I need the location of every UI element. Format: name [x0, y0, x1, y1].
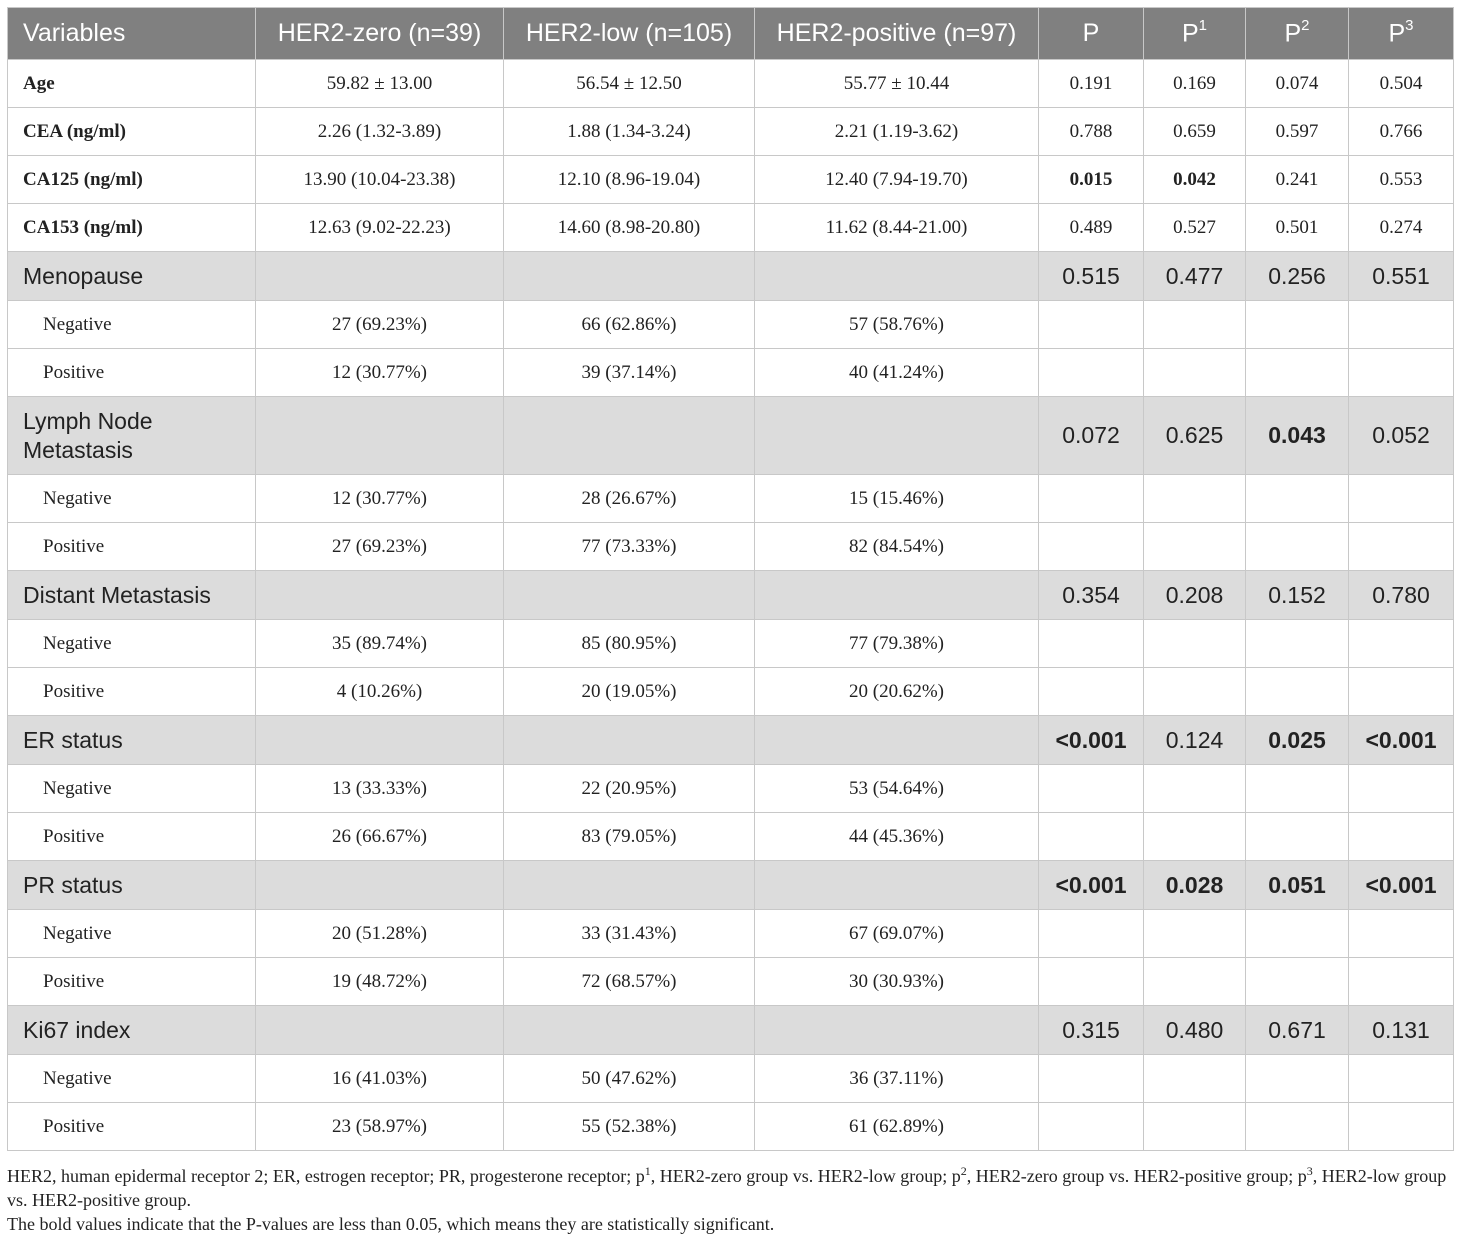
table-row: [8, 1055, 1454, 1103]
header-her2-positive: HER2-positive (n=97): [755, 8, 1039, 60]
category-label: PR status: [8, 861, 256, 910]
cell-positive: 30 (30.93%): [755, 958, 1039, 1006]
cell-p2: 0.256: [1246, 252, 1349, 301]
cell-p3: 0.553: [1349, 156, 1454, 204]
row-label: Negative: [8, 1055, 256, 1103]
cell-positive: 20 (20.62%): [755, 668, 1039, 716]
cell-low: 72 (68.57%): [504, 958, 755, 1006]
cell-zero: 26 (66.67%): [256, 813, 504, 861]
row-label: CA153 (ng/ml): [8, 204, 256, 252]
cell-positive: 82 (84.54%): [755, 523, 1039, 571]
row-label: Positive: [8, 813, 256, 861]
row-label: CA125 (ng/ml): [8, 156, 256, 204]
cell-p1: 0.124: [1144, 716, 1246, 765]
table-row: [8, 301, 1454, 349]
cell-p2: 0.501: [1246, 204, 1349, 252]
cell-p3: 0.551: [1349, 252, 1454, 301]
table-row: [8, 349, 1454, 397]
cell-p2: 0.152: [1246, 571, 1349, 620]
table-row: [8, 958, 1454, 1006]
cell-p2: 0.671: [1246, 1006, 1349, 1055]
cell-p1: 0.659: [1144, 108, 1246, 156]
footnote-bold-note: The bold values indicate that the P-values are less than 0.05, which means they are statistically significant.: [7, 1214, 775, 1234]
table-row-ca125: [8, 156, 1454, 204]
header-variables: Variables: [8, 8, 256, 60]
cell-p3: <0.001: [1349, 716, 1454, 765]
table-row: [8, 1103, 1454, 1151]
cell-p: 0.515: [1039, 252, 1144, 301]
cell-positive: 57 (58.76%): [755, 301, 1039, 349]
cell-p1: 0.527: [1144, 204, 1246, 252]
category-label: Menopause: [8, 252, 256, 301]
table-row: [8, 668, 1454, 716]
table-header-row: [8, 8, 1454, 60]
cell-zero: 20 (51.28%): [256, 910, 504, 958]
row-label: Negative: [8, 910, 256, 958]
category-label: Lymph Node Metastasis: [8, 397, 256, 475]
table-row-age: [8, 60, 1454, 108]
cell-zero: 59.82 ± 13.00: [256, 60, 504, 108]
cell-low: 50 (47.62%): [504, 1055, 755, 1103]
cell-p3: 0.780: [1349, 571, 1454, 620]
cell-p3: 0.052: [1349, 397, 1454, 475]
cell-p1: 0.625: [1144, 397, 1246, 475]
row-label: Positive: [8, 523, 256, 571]
cell-low: 39 (37.14%): [504, 349, 755, 397]
table-row: [8, 475, 1454, 523]
cell-p2: 0.043: [1246, 397, 1349, 475]
cell-zero: 2.26 (1.32-3.89): [256, 108, 504, 156]
cell-positive: 40 (41.24%): [755, 349, 1039, 397]
cell-p3: 0.274: [1349, 204, 1454, 252]
cell-p3: 0.504: [1349, 60, 1454, 108]
cell-p: 0.354: [1039, 571, 1144, 620]
row-label: Age: [8, 60, 256, 108]
cell-p: 0.191: [1039, 60, 1144, 108]
category-row-menopause: [8, 252, 1454, 301]
cell-p1: 0.477: [1144, 252, 1246, 301]
cell-positive: 15 (15.46%): [755, 475, 1039, 523]
row-label: Negative: [8, 765, 256, 813]
table-row: [8, 910, 1454, 958]
cell-p2: 0.597: [1246, 108, 1349, 156]
cell-low: 14.60 (8.98-20.80): [504, 204, 755, 252]
category-row-pr-status: [8, 861, 1454, 910]
cell-positive: 11.62 (8.44-21.00): [755, 204, 1039, 252]
header-her2-zero: HER2-zero (n=39): [256, 8, 504, 60]
category-label: Ki67 index: [8, 1006, 256, 1055]
cell-positive: 36 (37.11%): [755, 1055, 1039, 1103]
cell-low: 77 (73.33%): [504, 523, 755, 571]
cell-low: 1.88 (1.34-3.24): [504, 108, 755, 156]
cell-positive: 67 (69.07%): [755, 910, 1039, 958]
cell-low: 83 (79.05%): [504, 813, 755, 861]
category-label: ER status: [8, 716, 256, 765]
header-p2: $P^2$: [1246, 8, 1349, 60]
table-row: [8, 620, 1454, 668]
header-p3: $P^3$: [1349, 8, 1454, 60]
category-row-er-status: [8, 716, 1454, 765]
cell-zero: 4 (10.26%): [256, 668, 504, 716]
cell-zero: 35 (89.74%): [256, 620, 504, 668]
cell-zero: 12 (30.77%): [256, 349, 504, 397]
cell-zero: 16 (41.03%): [256, 1055, 504, 1103]
cell-p: 0.015: [1039, 156, 1144, 204]
cell-p1: 0.480: [1144, 1006, 1246, 1055]
cell-positive: 55.77 ± 10.44: [755, 60, 1039, 108]
cell-low: 33 (31.43%): [504, 910, 755, 958]
cell-positive: 77 (79.38%): [755, 620, 1039, 668]
cell-p2: 0.051: [1246, 861, 1349, 910]
cell-low: 56.54 ± 12.50: [504, 60, 755, 108]
cell-zero: 27 (69.23%): [256, 301, 504, 349]
cell-p: 0.788: [1039, 108, 1144, 156]
cell-low: 66 (62.86%): [504, 301, 755, 349]
category-row-lymph-node-metastasis: [8, 397, 1454, 475]
table-row-cea: [8, 108, 1454, 156]
cell-positive: 61 (62.89%): [755, 1103, 1039, 1151]
table-row: [8, 765, 1454, 813]
cell-p3: 0.131: [1349, 1006, 1454, 1055]
cell-p1: 0.042: [1144, 156, 1246, 204]
cell-zero: 13 (33.33%): [256, 765, 504, 813]
cell-positive: 44 (45.36%): [755, 813, 1039, 861]
cell-p2: 0.025: [1246, 716, 1349, 765]
cell-low: 55 (52.38%): [504, 1103, 755, 1151]
table-footnote: [7, 1159, 1453, 1236]
cell-zero: 12 (30.77%): [256, 475, 504, 523]
table-row-ca153: [8, 204, 1454, 252]
cell-p: 0.489: [1039, 204, 1144, 252]
her2-comparison-table: [7, 7, 1454, 1151]
cell-zero: 27 (69.23%): [256, 523, 504, 571]
cell-p1: 0.208: [1144, 571, 1246, 620]
category-label: Distant Metastasis: [8, 571, 256, 620]
cell-p1: 0.028: [1144, 861, 1246, 910]
cell-low: 22 (20.95%): [504, 765, 755, 813]
header-p: P: [1039, 8, 1144, 60]
cell-p1: 0.169: [1144, 60, 1246, 108]
cell-positive: 53 (54.64%): [755, 765, 1039, 813]
header-her2-low: HER2-low (n=105): [504, 8, 755, 60]
row-label: Negative: [8, 301, 256, 349]
row-label: CEA (ng/ml): [8, 108, 256, 156]
cell-p3: <0.001: [1349, 861, 1454, 910]
cell-zero: 13.90 (10.04-23.38): [256, 156, 504, 204]
cell-p2: 0.241: [1246, 156, 1349, 204]
category-row-distant-metastasis: [8, 571, 1454, 620]
table-row: [8, 523, 1454, 571]
footnote-abbreviations: HER2, human epidermal receptor 2; ER, estrogen receptor; PR, progesterone receptor; $p^1$, HER2-zero group vs. HER2-low group; $p^2$, HER2-zero group vs. HER2-positive group; $p^3$, HER2-low group vs. HER2-positive group.: [7, 1164, 1447, 1210]
cell-positive: 2.21 (1.19-3.62): [755, 108, 1039, 156]
results-table-container: [7, 7, 1453, 1236]
row-label: Negative: [8, 475, 256, 523]
cell-p: <0.001: [1039, 716, 1144, 765]
header-p1: $P^1$: [1144, 8, 1246, 60]
row-label: Positive: [8, 958, 256, 1006]
cell-p3: 0.766: [1349, 108, 1454, 156]
category-row-ki67-index: [8, 1006, 1454, 1055]
cell-low: 28 (26.67%): [504, 475, 755, 523]
cell-low: 85 (80.95%): [504, 620, 755, 668]
cell-zero: 19 (48.72%): [256, 958, 504, 1006]
cell-low: 12.10 (8.96-19.04): [504, 156, 755, 204]
row-label: Positive: [8, 668, 256, 716]
cell-p2: 0.074: [1246, 60, 1349, 108]
cell-p: <0.001: [1039, 861, 1144, 910]
cell-low: 20 (19.05%): [504, 668, 755, 716]
cell-zero: 12.63 (9.02-22.23): [256, 204, 504, 252]
row-label: Negative: [8, 620, 256, 668]
table-row: [8, 813, 1454, 861]
cell-positive: 12.40 (7.94-19.70): [755, 156, 1039, 204]
row-label: Positive: [8, 1103, 256, 1151]
cell-zero: 23 (58.97%): [256, 1103, 504, 1151]
cell-p: 0.315: [1039, 1006, 1144, 1055]
row-label: Positive: [8, 349, 256, 397]
cell-p: 0.072: [1039, 397, 1144, 475]
